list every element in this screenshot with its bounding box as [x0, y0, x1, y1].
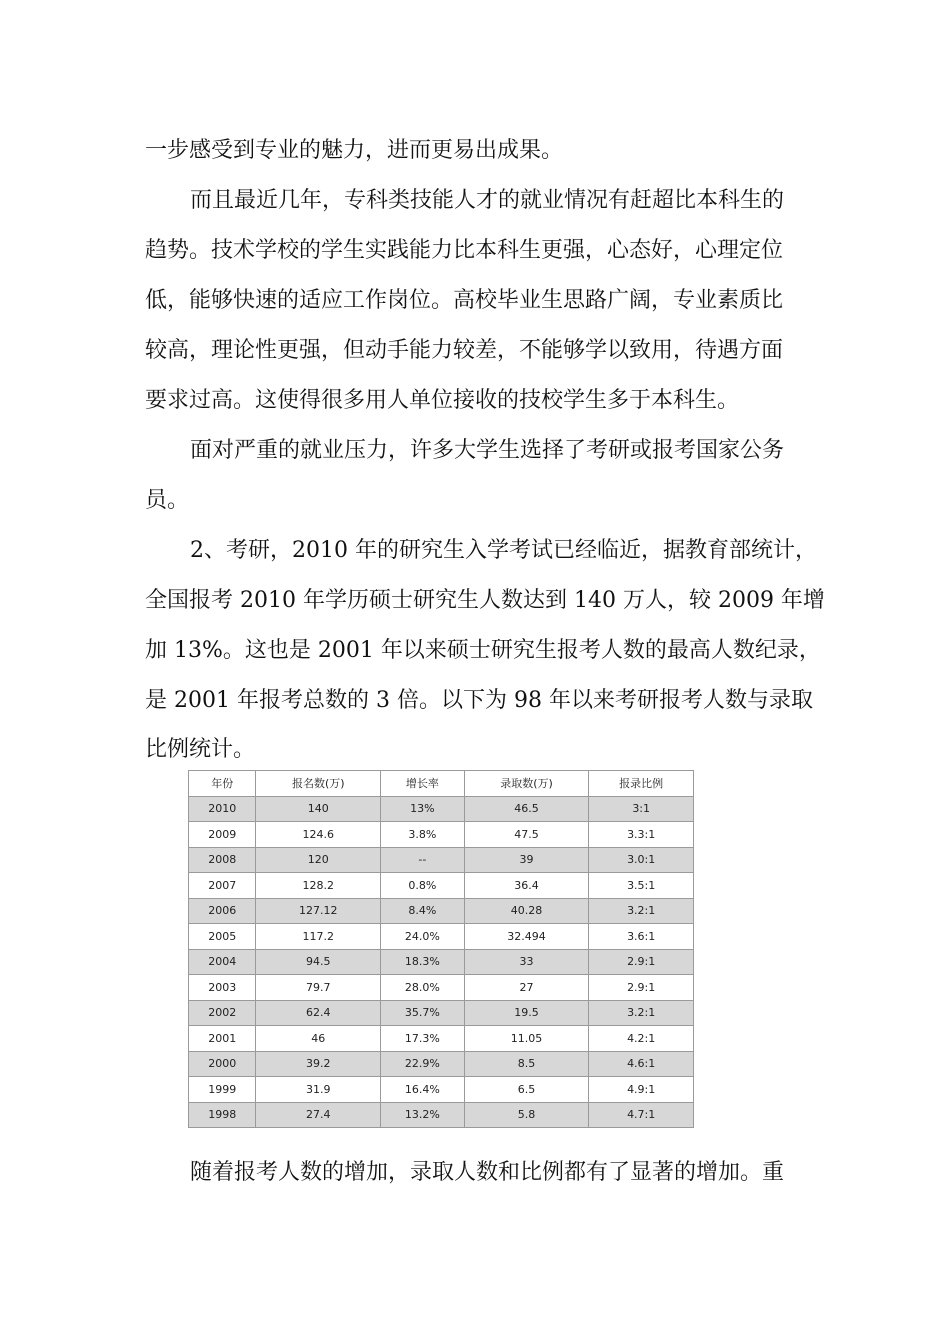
paragraph-line: 比例统计。 — [145, 737, 256, 762]
header-year: 年份 — [189, 771, 256, 797]
cell-applicants: 46 — [256, 1026, 381, 1052]
cell-applicants: 120 — [256, 847, 381, 873]
cell-admitted: 46.5 — [464, 796, 589, 822]
cell-admitted: 27 — [464, 975, 589, 1001]
cell-ratio: 2.9:1 — [589, 975, 694, 1001]
cell-year: 2010 — [189, 796, 256, 822]
header-growth: 增长率 — [381, 771, 465, 797]
cell-admitted: 47.5 — [464, 822, 589, 848]
cell-ratio: 4.7:1 — [589, 1102, 694, 1128]
cell-ratio: 4.2:1 — [589, 1026, 694, 1052]
cell-admitted: 36.4 — [464, 873, 589, 899]
paragraph-line: 2、考研，2010 年的研究生入学考试已经临近，据教育部统计， — [190, 538, 817, 563]
paragraph-line: 随着报考人数的增加，录取人数和比例都有了显著的增加。重 — [190, 1160, 785, 1185]
cell-year: 2005 — [189, 924, 256, 950]
paragraph-line: 一步感受到专业的魅力，进而更易出成果。 — [145, 138, 564, 163]
cell-year: 2006 — [189, 898, 256, 924]
cell-growth: 16.4% — [381, 1077, 465, 1103]
cell-growth: 22.9% — [381, 1051, 465, 1077]
cell-growth: 8.4% — [381, 898, 465, 924]
table-row — [189, 1000, 694, 1026]
table-row — [189, 975, 694, 1001]
cell-ratio: 3.0:1 — [589, 847, 694, 873]
cell-growth: 35.7% — [381, 1000, 465, 1026]
table-row — [189, 1051, 694, 1077]
cell-admitted: 11.05 — [464, 1026, 589, 1052]
cell-admitted: 39 — [464, 847, 589, 873]
cell-year: 2003 — [189, 975, 256, 1001]
cell-year: 1999 — [189, 1077, 256, 1103]
table-row — [189, 822, 694, 848]
cell-growth: 13.2% — [381, 1102, 465, 1128]
cell-year: 2007 — [189, 873, 256, 899]
cell-year: 2000 — [189, 1051, 256, 1077]
paragraph-line: 全国报考 2010 年学历硕士研究生人数达到 140 万人，较 2009 年增 — [145, 588, 825, 613]
cell-admitted: 6.5 — [464, 1077, 589, 1103]
table-row — [189, 924, 694, 950]
cell-applicants: 140 — [256, 796, 381, 822]
paragraph-line: 而且最近几年，专科类技能人才的就业情况有赶超比本科生的 — [190, 188, 785, 213]
cell-applicants: 127.12 — [256, 898, 381, 924]
cell-growth: 28.0% — [381, 975, 465, 1001]
paragraph-line: 趋势。技术学校的学生实践能力比本科生更强，心态好，心理定位 — [145, 238, 784, 263]
table-row — [189, 873, 694, 899]
table-row — [189, 898, 694, 924]
cell-year: 2009 — [189, 822, 256, 848]
header-admitted: 录取数(万) — [464, 771, 589, 797]
cell-admitted: 8.5 — [464, 1051, 589, 1077]
cell-admitted: 32.494 — [464, 924, 589, 950]
table-row — [189, 796, 694, 822]
cell-applicants: 31.9 — [256, 1077, 381, 1103]
cell-ratio: 3.5:1 — [589, 873, 694, 899]
paragraph-line: 员。 — [145, 488, 190, 513]
paragraph-line: 较高，理论性更强，但动手能力较差，不能够学以致用，待遇方面 — [145, 338, 784, 363]
cell-applicants: 62.4 — [256, 1000, 381, 1026]
cell-applicants: 94.5 — [256, 949, 381, 975]
cell-year: 2004 — [189, 949, 256, 975]
cell-applicants: 128.2 — [256, 873, 381, 899]
cell-admitted: 5.8 — [464, 1102, 589, 1128]
cell-applicants: 79.7 — [256, 975, 381, 1001]
cell-admitted: 33 — [464, 949, 589, 975]
cell-admitted: 40.28 — [464, 898, 589, 924]
cell-growth: 0.8% — [381, 873, 465, 899]
paragraph-line: 要求过高。这使得很多用人单位接收的技校学生多于本科生。 — [145, 388, 740, 413]
table-row — [189, 1102, 694, 1128]
table-row — [189, 949, 694, 975]
cell-growth: 17.3% — [381, 1026, 465, 1052]
table-row — [189, 1026, 694, 1052]
cell-growth: 18.3% — [381, 949, 465, 975]
cell-applicants: 117.2 — [256, 924, 381, 950]
paragraph-line: 是 2001 年报考总数的 3 倍。以下为 98 年以来考研报考人数与录取 — [145, 688, 813, 713]
cell-applicants: 124.6 — [256, 822, 381, 848]
cell-growth: 24.0% — [381, 924, 465, 950]
cell-growth: -- — [381, 847, 465, 873]
cell-ratio: 4.9:1 — [589, 1077, 694, 1103]
table-header-row — [189, 771, 694, 797]
paragraph-line: 面对严重的就业压力，许多大学生选择了考研或报考国家公务 — [190, 438, 785, 463]
cell-ratio: 3.2:1 — [589, 1000, 694, 1026]
cell-admitted: 19.5 — [464, 1000, 589, 1026]
paragraph-line: 低，能够快速的适应工作岗位。高校毕业生思路广阔，专业素质比 — [145, 288, 784, 313]
cell-year: 2001 — [189, 1026, 256, 1052]
cell-year: 2002 — [189, 1000, 256, 1026]
cell-year: 1998 — [189, 1102, 256, 1128]
cell-ratio: 3.6:1 — [589, 924, 694, 950]
cell-ratio: 4.6:1 — [589, 1051, 694, 1077]
cell-applicants: 39.2 — [256, 1051, 381, 1077]
header-applicants: 报名数(万) — [256, 771, 381, 797]
table-row — [189, 847, 694, 873]
cell-ratio: 3.3:1 — [589, 822, 694, 848]
cell-year: 2008 — [189, 847, 256, 873]
cell-ratio: 3:1 — [589, 796, 694, 822]
cell-ratio: 2.9:1 — [589, 949, 694, 975]
cell-growth: 3.8% — [381, 822, 465, 848]
cell-ratio: 3.2:1 — [589, 898, 694, 924]
cell-applicants: 27.4 — [256, 1102, 381, 1128]
admission-stats-table — [188, 770, 694, 1128]
table-row — [189, 1077, 694, 1103]
header-ratio: 报录比例 — [589, 771, 694, 797]
cell-growth: 13% — [381, 796, 465, 822]
paragraph-line: 加 13%。这也是 2001 年以来硕士研究生报考人数的最高人数纪录， — [145, 638, 821, 663]
